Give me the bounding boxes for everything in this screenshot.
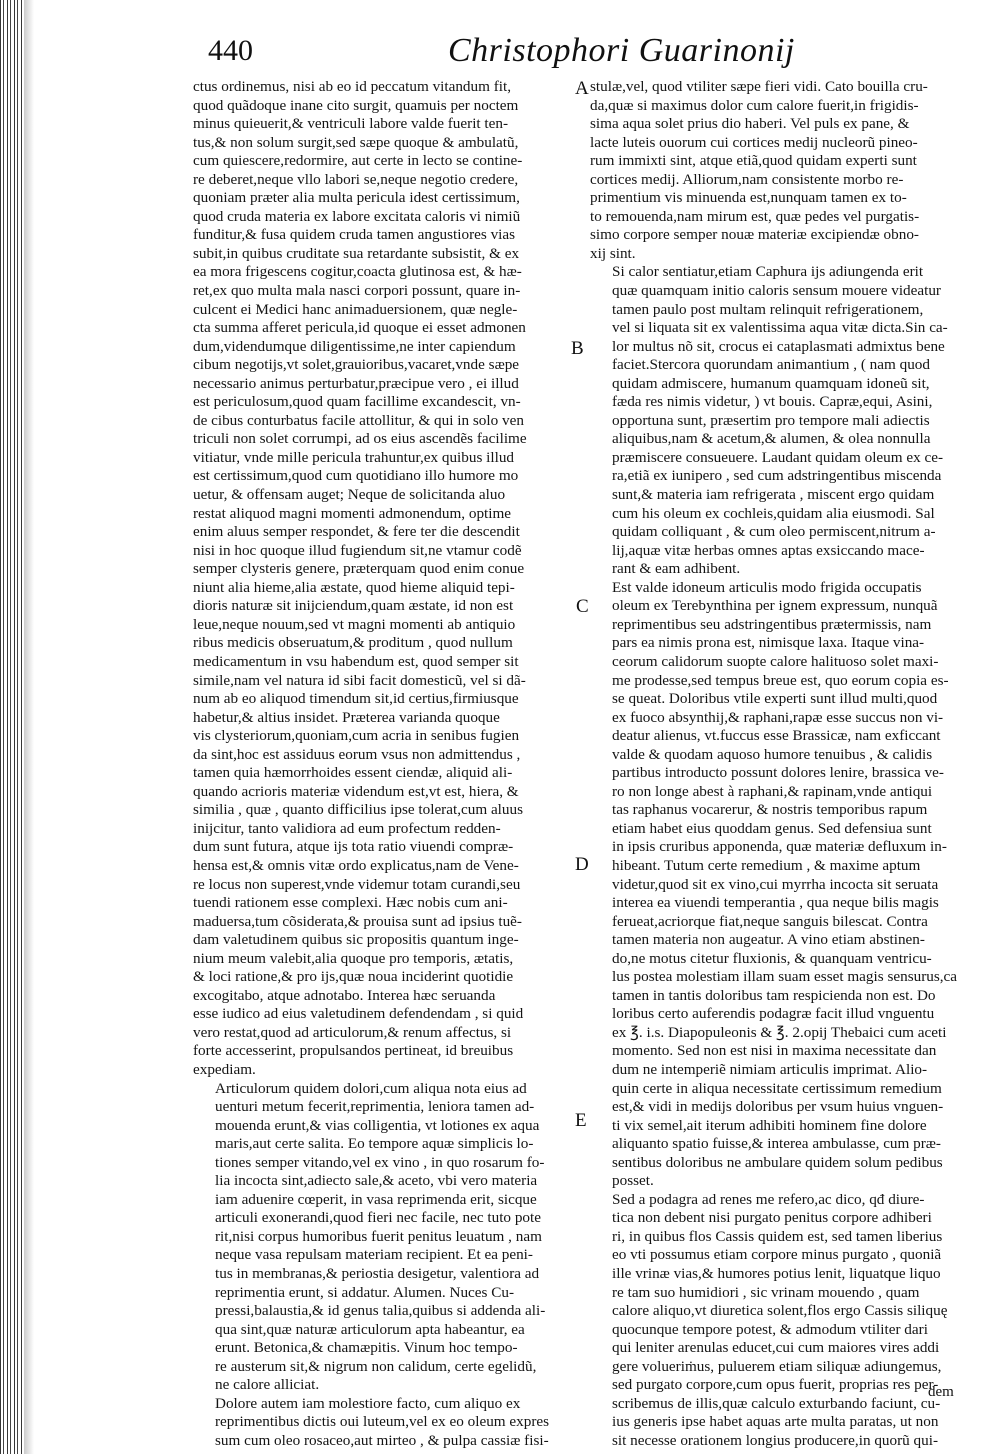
text-line: minus quieuerit,& ventriculi labore valde fuerit ten- — [193, 115, 509, 133]
text-line: cibum negotijs,vt solet,grauioribus,vacaret,vnde sæpe — [193, 356, 520, 374]
margin-marker-e: E — [575, 1110, 587, 1131]
text-line: tamen materia non augeatur. A vino etiam abstinen- — [612, 931, 925, 949]
text-line: habetur,& altius insidet. Præterea varianda quoque — [193, 708, 500, 726]
text-line: est periculosum,quod quam facillime excandescit, vn- — [193, 393, 521, 411]
text-line: maris,aut certe salita. Eo tempore aquæ simplicis lo- — [215, 1135, 534, 1153]
text-line: faciet.Stercora quorundam animantium , ( nam quod — [612, 356, 930, 374]
text-line: dioris naturæ sit inijciendum,quam æstate, id non est — [193, 597, 514, 615]
paragraph — [193, 1395, 573, 1451]
text-line: eo vti possumus etiam corpore minus purgato , quoniã — [612, 1246, 942, 1264]
text-line: rum immixti sint, atque etiã,quod quidam experti sunt — [590, 152, 917, 170]
text-line: vel si liquata sit ex valentissima aqua vitæ dicta.Sin ca- — [612, 319, 948, 337]
text-line: simo corpore semper nouæ materiæ excipiendæ obno- — [590, 226, 919, 244]
text-line: tamen quia hæmorrhoides essent ciendæ, aliquid ali- — [193, 764, 513, 782]
text-line: quando acrioris materiæ videndum est,vt est, hiera, & — [193, 782, 519, 800]
text-line: rant & eam adhibent. — [612, 560, 741, 578]
margin-marker-d: D — [575, 854, 589, 875]
text-line: num ab eo aliquod timendum sit,id certius,firmiusque — [193, 690, 519, 708]
text-line: cum his oleum ex cochleis,quidam alia eiusmodi. Sal — [612, 504, 935, 522]
text-line: Sed a podagra ad renes me refero,ac dico, qđ diure- — [612, 1190, 925, 1208]
text-line: momento. Sed non est nisi in maxima necessitate dan — [612, 1042, 937, 1060]
paragraph — [193, 78, 573, 1080]
text-line: restat aliquod magni momenti admonendum, optime — [193, 504, 512, 522]
paragraph — [590, 579, 968, 1191]
text-line: scribemus de illis,quæ calculo exturbando faciunt, cu- — [612, 1394, 941, 1412]
text-line: tus,& non solum surgit,sed sæpe quoque & ambulatũ, — [193, 133, 519, 151]
text-line: excogitabo, atque adnotabo. Interea hæc seruanda — [193, 986, 496, 1004]
text-line: deatur alienus, vt.fuccus esse Brassicæ, nam exficcant — [612, 727, 941, 745]
text-line: uenturi metum fecerit,reprimentia, leniora tamen ad- — [215, 1098, 535, 1116]
paragraph — [590, 1191, 968, 1451]
text-line: ex fuoco absynthij,& raphani,rapæ esse succus non vi- — [612, 708, 944, 726]
text-line: Est valde idoneum articulis modo frigida occupatis — [612, 578, 922, 596]
text-line: da,quæ si maximus dolor cum calore fuerit,in frigidis- — [590, 96, 919, 114]
text-line: tus in membranas,& periostia desigetur, valentiora ad — [215, 1265, 540, 1282]
text-line: quin certe in aliqua necessitate certissimum remedium — [612, 1079, 942, 1097]
text-line: ille vrinæ vias,& humores potius lenit, liquatque liquo — [612, 1265, 941, 1282]
text-line: enim aluus semper respondet, & fere ter die descendit — [193, 523, 520, 541]
text-line: nisi in hoc quoque illud fugiendum sit,ne vtamur codẽ — [193, 541, 522, 559]
text-line: quidam admiscere, humanum quamquam idoneũ sit, — [612, 374, 930, 392]
text-line: tas raphanus vocarerur, & nostris temporibus rapum — [612, 801, 928, 819]
text-line: posset. — [612, 1172, 654, 1190]
text-line: tica non debent nisi purgato penitus corpore adhiberi — [612, 1209, 932, 1227]
margin-marker-c: C — [576, 596, 589, 617]
text-line: cum quiescere,redormire, aut certe in lecto se contine- — [193, 152, 523, 170]
text-line: lus postea molestiam illam suam esset magis sensurus,ca — [612, 968, 958, 986]
text-line: forte accesserint, propulsandos pertineat, id breuibus — [193, 1042, 514, 1060]
binding-shadow — [24, 0, 34, 1454]
text-line: Si calor sentiatur,etiam Caphura ijs adiungenda erit — [612, 263, 924, 281]
text-line: lia incocta sint,adiecto sale,& aceto, vbi vero materia — [215, 1172, 538, 1190]
text-line: expediam. — [193, 1060, 256, 1078]
text-line: to remouenda,nam mirum est, quæ pedes vel purgatis- — [590, 207, 920, 225]
text-line: sit necesse orationem longius producere,in quorũ qui- — [612, 1431, 939, 1449]
margin-marker-a: A — [575, 78, 589, 99]
text-line: ius generis ipse habet aquas arte multa paratas, ut non — [612, 1413, 939, 1431]
text-line: maduersa,tum cõsiderata,& prouisa sunt ad ipsius tuẽ- — [193, 912, 522, 930]
text-line: do,ne motus citetur fluxionis, & quanquam ventricu- — [612, 949, 932, 967]
text-line: xij sint. — [590, 244, 636, 262]
text-line: pars ea nimis prona est, nimisque laxa. Itaque vina- — [612, 634, 925, 652]
text-line: qui leniter arenulas educet,cui cum maiores vires addi — [612, 1339, 940, 1357]
text-line: qua sint,quæ naturæ articulorum apta habeantur, ea — [215, 1320, 525, 1338]
text-line: reprimentibus dictis oui luteum,vel ex eo oleum expres — [215, 1413, 550, 1431]
text-line: uetur, & offensam auget; Neque de solicitanda aluo — [193, 486, 506, 504]
text-line: ribus medicis obseruatum,& proditum , quod nullum — [193, 634, 513, 652]
text-line: quod cruda materia ex labore excitata caloris vi nimiũ — [193, 207, 521, 225]
text-line: sima aqua solet prius dio haberi. Vel puls ex pane, & — [590, 115, 910, 133]
binding-gutter — [0, 0, 24, 1454]
text-line: tiones semper vitando,vel ex vino , in quo rosarum fo- — [215, 1153, 545, 1171]
text-line: vis clysteriorum,quoniam,cum acria in senibus fugien — [193, 727, 520, 745]
text-line: mouenda erunt,& vias colligentia, vt lotiones ex aqua — [215, 1116, 540, 1134]
margin-marker-b: B — [571, 338, 584, 359]
text-line: lor multus nõ sit, crocus ei cataplasmati admixtus bene — [612, 337, 945, 355]
text-line: erunt. Betonica,& chamæpitis. Vinum hoc tempo- — [215, 1339, 518, 1357]
text-line: reprimentibus seu adstringentibus prætermissis, nam — [612, 615, 932, 633]
text-line: quidam colliquant , & cum oleo permiscent,nitrum a- — [612, 523, 936, 541]
text-line: stulæ,vel, quod vtiliter sæpe fieri vidi. Cato bouilla cru- — [590, 78, 928, 95]
text-line: dam valetudinem quibus sic propositis quantum inge- — [193, 931, 519, 949]
text-line: quod quãdoque inane cito surgit, quamuis per noctem — [193, 96, 519, 114]
text-line: ea mora frigescens cogitur,coacta glutinosa est, & hæ- — [193, 263, 522, 281]
text-line: da sint,hoc est assiduus eorum vsus non admittendus , — [193, 745, 521, 763]
text-line: ti vix semel,ait iterum adhibiti hominem fine dolore — [612, 1116, 927, 1134]
text-line: articuli exonerandi,quod fieri nec facile, nec tuto pote — [215, 1209, 541, 1227]
text-line: se queat. Doloribus vtile experti sunt illud multi,quod — [612, 690, 938, 708]
text-line: sunt,& materia iam refrigerata , miscent ergo quidam — [612, 486, 935, 504]
text-line: re tam suo humidiori , sic vrinam mouendo , quam — [612, 1283, 920, 1301]
text-line: hensa est,& omnis vitæ ordo explicatus,nam de Vene- — [193, 856, 519, 874]
text-line: videtur,quod sit ex vino,cui myrrha incocta sit seruata — [612, 875, 939, 893]
text-line: hibeant. Tutum certe remedium , & maxime aptum — [612, 856, 921, 874]
left-text-column — [193, 78, 573, 1450]
text-line: culcent ei Medici hanc animaduersionem, quæ negle- — [193, 300, 518, 318]
text-line: de cibus conturbatus facile attollitur, & qui in solo ven — [193, 411, 524, 429]
text-line: ceorum calidorum suopte calore halituoso solet maxi- — [612, 652, 939, 670]
text-line: ctus ordinemus, nisi ab eo id peccatum vitandum fit, — [193, 78, 512, 95]
text-line: in ipsis cruribus apponenda, quæ materiæ defluxum in- — [612, 838, 947, 856]
text-line: dum,videndumque diligentissime,ne inter capiendum — [193, 337, 516, 355]
text-line: valde & quodam aquoso humore tenuibus , & calidis — [612, 745, 933, 763]
text-line: lij,aquæ vitæ herbas omnes aptas exsiccando mace- — [612, 541, 925, 559]
text-line: vero restat,quod ad articulorum,& renum affectus, si — [193, 1023, 512, 1041]
paragraph — [590, 263, 968, 578]
text-line: niunt alia hieme,alia æstate, quod hieme aliquid tepi- — [193, 578, 515, 596]
text-line: partibus introducto possunt dolores lenire, brassica ve- — [612, 764, 944, 782]
text-line: iam aduenire cœperit, in vasa reprimenda erit, sicque — [215, 1190, 537, 1208]
text-line: cortices medij. Alliorum,nam consistente morbo re- — [590, 170, 904, 188]
text-line: primentium vis minuenda est,nunquam tamen ex to- — [590, 189, 907, 207]
text-line: ex ℥. i.s. Diapopuleonis & ℥. 2.opij Thebaici cum aceti — [612, 1023, 947, 1041]
text-line: subit,in quibus cruditate sua retardante subsistit, & ex — [193, 244, 520, 262]
text-line: præmiscere consueuere. Laudant quidam oleum ex ce- — [612, 448, 944, 466]
text-line: oleum ex Terebynthina per ignem expressum, nunquã — [612, 597, 938, 615]
text-line: tuendi rationem esse complexi. Hæc nobis cum ani- — [193, 894, 508, 912]
text-line: sed purgato corpore,cum opus fuerit, proprias res per- — [612, 1376, 939, 1394]
text-line: Articulorum quidem dolori,cum aliqua nota eius ad — [215, 1079, 527, 1097]
text-line: calore aliquo,vt diuretica solent,flos ergo Cassis siliquę — [612, 1302, 948, 1320]
text-line: fæda res nimis videtur, ) vt bouis. Capræ,equi, Asini, — [612, 393, 933, 411]
text-line: medicamentum in vsu habendum est, quod semper sit — [193, 652, 519, 670]
page-header — [190, 28, 980, 72]
text-line: loribus certo auferendis podagræ facit illud vnguentu — [612, 1005, 935, 1023]
paragraph — [590, 78, 968, 263]
text-line: leue,neque nouum,sed vt magni momenti ab antiquio — [193, 615, 516, 633]
text-line: me prodesse,sed tempus breue est, quo eorum copia es- — [612, 671, 949, 689]
text-line: dum sunt futura, atque ijs tota ratio viuendi compræ- — [193, 838, 514, 856]
text-line: sentibus doloribus ne ambulare quidem solum pedibus — [612, 1153, 943, 1171]
running-head: Christophori Guarinonij — [448, 32, 795, 69]
text-line: re locus non superest,vnde videmur totam curandi,seu — [193, 875, 521, 893]
text-line: similia , quæ , quanto difficilius ipse tolerat,cum aluus — [193, 801, 524, 819]
text-line: ne calore alliciat. — [215, 1376, 320, 1394]
text-line: lacte luteis ouorum cui cortices medij nucleorũ pineo- — [590, 133, 918, 151]
text-line: gere volueriṁus, puluerem etiam siliquæ adiungemus, — [612, 1357, 942, 1375]
text-line: funditur,& fusa quidem cruda tamen angustiores vias — [193, 226, 516, 244]
text-line: ferueat,acriorque fiat,neque sanguis bilescat. Contra — [612, 912, 928, 930]
text-line: esse iudico ad eius valetudinem defendendam , si quid — [193, 1005, 524, 1023]
text-line: est certissimum,quod cum quotidiano illo humore mo — [193, 467, 519, 485]
text-line: quæ quamquam initio caloris sensum mouere videatur — [612, 282, 941, 300]
text-line: necessario animus perturbatur,præcipue vero , ei illud — [193, 374, 519, 392]
paragraph — [193, 1080, 573, 1395]
text-line: etiam habet eius quoddam genus. Sed defensiua sunt — [612, 819, 932, 837]
text-line: Dolore autem iam molestiore facto, cum aliquo ex — [215, 1394, 521, 1412]
text-line: cta summa afferet pericula,id quoque ei esset admonen — [193, 319, 526, 337]
text-line: reprimentia erunt, si addatur. Alumen. Nuces Cu- — [215, 1283, 515, 1301]
text-line: ret,ex quo multa mala nasci corpori possunt, quare in- — [193, 282, 521, 300]
text-line: tamen in tantis doloribus tam respicienda non est. Do — [612, 986, 936, 1004]
text-line: re austerum sit,& nigrum non calidum, certe egelidũ, — [215, 1357, 537, 1375]
text-line: aliquibus,nam & acetum,& alumen, & olea nonnulla — [612, 430, 931, 448]
text-line: pressi,balaustia,& id genus talia,quibus si addenda ali- — [215, 1302, 546, 1320]
text-line: nium meum valebit,alia quoque pro temporis, ætatis, — [193, 949, 514, 967]
text-line: simile,nam vel natura id sibi facit domesticũ, vel si dã- — [193, 671, 526, 689]
text-line: tamen paulo post multam relinquit refrigerationem, — [612, 300, 924, 318]
text-line: ra,etiã ex iunipero , sed cum adstringentibus miscenda — [612, 467, 942, 485]
text-line: semper clysteris genere, præterquam quod enim conue — [193, 560, 525, 578]
text-line: aliquanto spatio fuisse,& interea ambulasse, cum præ- — [612, 1135, 941, 1153]
text-line: quocunque tempore potest, & admodum vtiliter dari — [612, 1320, 928, 1338]
page-number: 440 — [208, 34, 253, 67]
text-line: ri, in quibus flos Cassis quidem est, sed tamen liberius — [612, 1227, 943, 1245]
catchword: dem — [928, 1384, 954, 1400]
right-text-column — [590, 78, 968, 1450]
text-line: rit,nisi corpus humoribus fuerit penitus leuatum , nam — [215, 1227, 542, 1245]
text-line: opportuna sunt, præsertim pro tempore mali adiectis — [612, 411, 930, 429]
text-line: sum cum oleo rosaceo,aut mirteo , & pulpa cassiæ fisi- — [215, 1431, 549, 1449]
text-line: ro non longe abest à raphani,& rapinam,vnde antiqui — [612, 782, 933, 800]
text-line: interea ea viuendi temperantia , qua neque bilis magis — [612, 894, 939, 912]
text-line: neque vasa repulsam materiam recipient. Et ea peni- — [215, 1246, 533, 1264]
text-line: re deberet,neque vllo labori se,neque negotio credere, — [193, 170, 519, 188]
text-line: & loci ratione,& pro ijs,quæ noua inciderint quotidie — [193, 968, 514, 986]
text-line: triculi non solet corrumpi, ad os eius ascendẽs facilime — [193, 430, 527, 448]
text-line: inijcitur, tanto validiora ad eum profectum redden- — [193, 819, 501, 837]
text-line: quoniam præter alia multa pericula idest certissimum, — [193, 189, 520, 207]
text-line: est,& vidi in medijs doloribus per vsum huius vnguen- — [612, 1098, 944, 1116]
text-line: dum ne intemperiẽ nimiam articulis imprimat. Alio- — [612, 1060, 928, 1078]
text-line: vitiatur, vnde mille pericula trahuntur,ex quibus illud — [193, 448, 515, 466]
